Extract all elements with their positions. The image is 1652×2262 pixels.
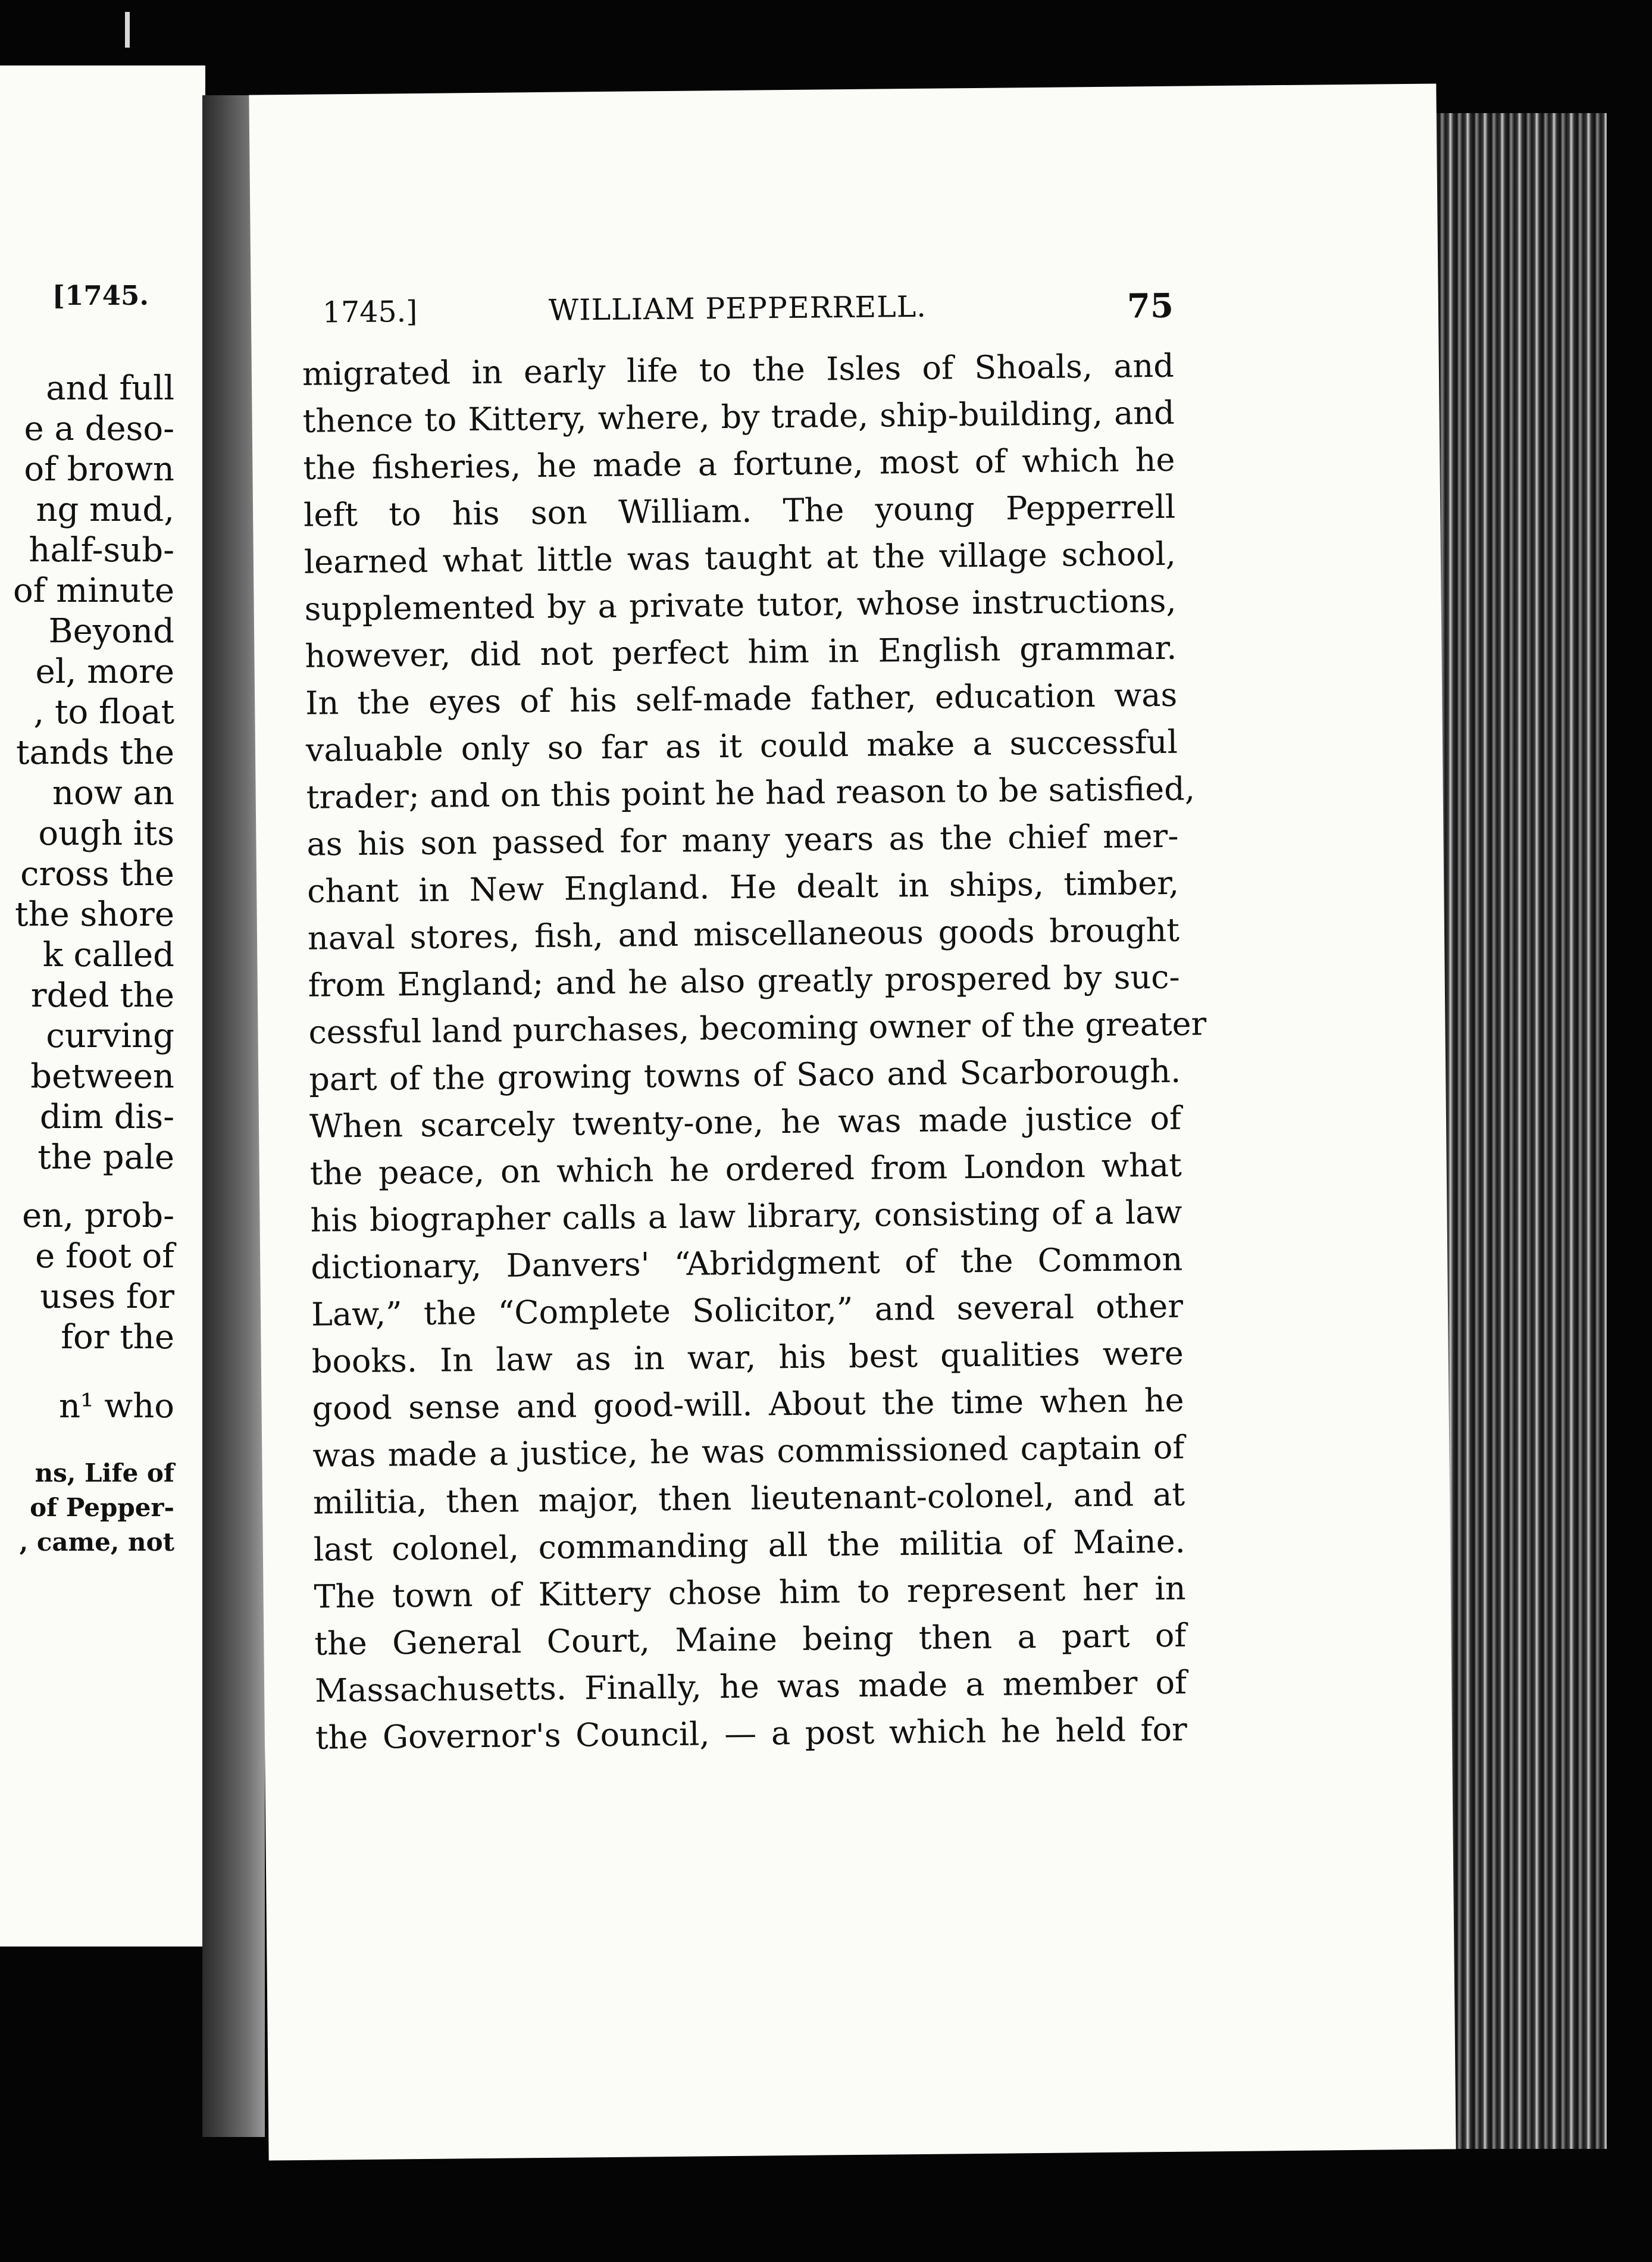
left-text-line: e foot of <box>35 1237 174 1276</box>
running-head-title: WILLIAM PEPPERRELL. <box>548 289 927 327</box>
text-line: the fisheries, he made a fortune, most of which he <box>303 440 1175 487</box>
left-text-line: Beyond <box>48 612 174 651</box>
left-text-line: , to float <box>33 693 174 732</box>
left-text-line: the shore <box>15 895 174 934</box>
text-line: chant in New England. He dealt in ships, timber, <box>306 864 1179 910</box>
text-line: When scarcely twenty-one, he was made justice of <box>309 1099 1182 1145</box>
text-line: however, did not perfect him in English grammar. <box>305 629 1177 675</box>
text-line: the peace, on which he ordered from London what <box>309 1146 1182 1192</box>
left-text-line: half-sub- <box>29 531 174 570</box>
text-line: cessful land purchases, becoming owner of the greater <box>308 1005 1207 1051</box>
page-number: 75 <box>1127 286 1174 326</box>
left-text-line: ough its <box>38 814 174 853</box>
text-line: naval stores, fish, and miscellaneous goods brought <box>307 911 1180 957</box>
text-line: the Governor's Council, — a post which he held for <box>315 1710 1188 1757</box>
left-text-line: now an <box>52 774 174 813</box>
top-mark <box>125 12 130 48</box>
left-text-line: e a deso- <box>24 410 174 448</box>
book-fore-edge <box>1428 113 1607 2149</box>
text-line: trader; and on this point he had reason to be satisfied, <box>306 770 1196 816</box>
text-line: from England; and he also greatly prospered by suc- <box>308 958 1180 1004</box>
left-text-line: the pale <box>37 1138 174 1177</box>
text-line: militia, then major, then lieutenant-colonel, and at <box>312 1475 1185 1521</box>
text-line: Massachusetts. Finally, he was made a member of <box>314 1663 1187 1710</box>
left-footnote-line: ns, Life of <box>35 1458 174 1488</box>
left-footnote-line: of Pepper- <box>30 1493 174 1522</box>
text-line: supplemented by a private tutor, whose instructions, <box>304 582 1177 628</box>
left-text-line: for the <box>61 1318 174 1357</box>
text-line: The town of Kittery chose him to represent her in <box>314 1569 1186 1616</box>
left-text-line: uses for <box>40 1277 174 1316</box>
left-text-line: ng mud, <box>36 490 174 529</box>
text-line: migrated in early life to the Isles of Shoals, and <box>302 346 1175 393</box>
running-head <box>323 288 1174 343</box>
left-text-line: between <box>30 1057 174 1096</box>
text-line: thence to Kittery, where, by trade, ship-building, and <box>302 393 1175 440</box>
text-line: last colonel, commanding all the militia of Maine. <box>313 1522 1186 1569</box>
left-text-line: cross the <box>20 855 174 893</box>
body-text <box>302 342 1207 1761</box>
text-line: good sense and good-will. About the time when he <box>312 1381 1184 1427</box>
text-line: as his son passed for many years as the chief mer- <box>306 817 1179 863</box>
left-text-line: rded the <box>30 976 174 1015</box>
left-text-line: and full <box>46 369 174 408</box>
left-text-line: en, prob- <box>22 1196 174 1235</box>
text-line: learned what little was taught at the village school, <box>304 535 1177 581</box>
running-head-year: 1745.] <box>322 294 418 330</box>
text-line: part of the growing towns of Saco and Scarborough. <box>308 1052 1181 1098</box>
left-text-line: tands the <box>15 733 174 772</box>
left-text-line: k called <box>42 936 174 974</box>
text-line: his biographer calls a law library, consisting of a law <box>310 1193 1182 1239</box>
text-line: books. In law as in war, his best qualities were <box>311 1334 1184 1380</box>
left-page <box>0 65 205 1947</box>
left-text-line: el, more <box>35 652 174 691</box>
text-line: dictionary, Danvers' “Abridgment of the Common <box>311 1240 1183 1286</box>
text-line: left to his son William. The young Pepperrell <box>303 488 1176 534</box>
left-text-line: curving <box>46 1017 174 1055</box>
text-line: valuable only so far as it could make a successful <box>305 723 1178 769</box>
text-line: the General Court, Maine being then a part of <box>314 1616 1187 1663</box>
text-line: was made a justice, he was commissioned captain of <box>312 1428 1185 1474</box>
left-running-head: [1745. <box>52 280 149 311</box>
left-text-line: of brown <box>24 450 174 489</box>
text-line: In the eyes of his self-made father, education was <box>305 676 1178 722</box>
left-text-line: dim dis- <box>39 1098 174 1136</box>
right-page <box>249 84 1456 2161</box>
left-text-line: n¹ who <box>58 1387 174 1426</box>
text-line: Law,” the “Complete Solicitor,” and several other <box>311 1287 1184 1333</box>
left-footnote-line: , came, not <box>19 1527 174 1557</box>
left-text-line: of minute <box>12 571 174 610</box>
